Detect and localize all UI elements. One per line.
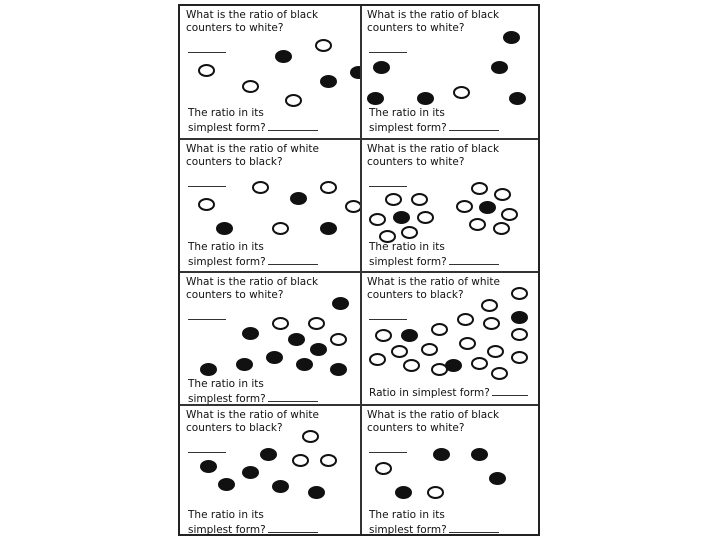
black-counter [296,358,313,371]
black-counter [200,363,217,376]
black-counter [350,66,360,79]
simplest-form-prompt: The ratio in its simplest form? [369,240,537,269]
black-counter [288,333,305,346]
white-counter [375,462,392,475]
question-text: What is the ratio of white counters to black? [186,409,319,434]
white-counter [242,80,259,93]
ratio-answer-blank[interactable] [188,319,226,320]
question-text: What is the ratio of black counters to white? [367,143,500,168]
white-counter [391,345,408,358]
white-counter [403,359,420,372]
black-counter [320,75,337,88]
white-counter [417,211,434,224]
black-counter [332,297,349,310]
ratio-answer-blank[interactable] [188,52,226,53]
simplest-form-blank[interactable] [268,254,318,265]
white-counter [491,367,508,380]
white-counter [411,193,428,206]
black-counter [433,448,450,461]
white-counter [308,317,325,330]
white-counter [487,345,504,358]
ratio-answer-blank[interactable] [369,186,407,187]
black-counter [417,92,434,105]
question-text: What is the ratio of white counters to black? [367,276,500,301]
black-counter [511,311,528,324]
ratio-card-7 [180,406,360,538]
black-counter [275,50,292,63]
black-counter [489,472,506,485]
white-counter [511,328,528,341]
black-counter [320,222,337,235]
white-counter [469,218,486,231]
black-counter [242,327,259,340]
white-counter [315,39,332,52]
black-counter [471,448,488,461]
black-counter [260,448,277,461]
white-counter [494,188,511,201]
black-counter [503,31,520,44]
white-counter [198,64,215,77]
black-counter [242,466,259,479]
simplest-form-blank[interactable] [268,522,318,533]
white-counter [292,454,309,467]
ratio-card-6 [361,273,541,405]
black-counter [395,486,412,499]
white-counter [501,208,518,221]
simplest-form-prompt: Ratio in simplest form? [369,385,537,400]
white-counter [483,317,500,330]
white-counter [401,226,418,239]
white-counter [493,222,510,235]
white-counter [369,353,386,366]
simplest-form-blank[interactable] [449,522,499,533]
ratio-answer-blank[interactable] [369,452,407,453]
white-counter [453,86,470,99]
black-counter [479,201,496,214]
white-counter [456,200,473,213]
white-counter [320,454,337,467]
white-counter [272,317,289,330]
black-counter [266,351,283,364]
white-counter [320,181,337,194]
simplest-form-prompt: The ratio in its simplest form? [369,508,537,537]
simplest-form-prompt: The ratio in its simplest form? [369,106,537,135]
ratio-card-1 [180,6,360,138]
black-counter [290,192,307,205]
simplest-form-prompt: The ratio in its simplest form? [188,106,356,135]
ratio-card-5 [180,273,360,405]
ratio-card-4 [361,140,541,272]
simplest-form-blank[interactable] [449,120,499,131]
white-counter [421,343,438,356]
simplest-form-prompt: The ratio in its simplest form? [188,240,356,269]
white-counter [471,357,488,370]
white-counter [431,363,448,376]
white-counter [459,337,476,350]
white-counter [457,313,474,326]
black-counter [200,460,217,473]
simplest-form-blank[interactable] [268,120,318,131]
white-counter [302,430,319,443]
white-counter [431,323,448,336]
black-counter [236,358,253,371]
white-counter [198,198,215,211]
black-counter [272,480,289,493]
simplest-form-blank[interactable] [268,391,318,402]
black-counter [401,329,418,342]
ratio-answer-blank[interactable] [369,52,407,53]
ratio-card-2 [361,6,541,138]
white-counter [345,200,360,213]
black-counter [330,363,347,376]
black-counter [491,61,508,74]
ratio-answer-blank[interactable] [369,319,407,320]
ratio-answer-blank[interactable] [188,186,226,187]
simplest-form-blank[interactable] [449,254,499,265]
simplest-form-prompt: The ratio in its simplest form? [188,508,356,537]
white-counter [369,213,386,226]
question-text: What is the ratio of black counters to white? [186,276,319,301]
black-counter [308,486,325,499]
white-counter [375,329,392,342]
worksheet [178,4,540,536]
white-counter [511,287,528,300]
white-counter [471,182,488,195]
white-counter [427,486,444,499]
black-counter [218,478,235,491]
black-counter [310,343,327,356]
ratio-answer-blank[interactable] [188,452,226,453]
question-text: What is the ratio of black counters to white? [367,9,500,34]
white-counter [481,299,498,312]
white-counter [511,351,528,364]
question-text: What is the ratio of white counters to black? [186,143,319,168]
question-text: What is the ratio of black counters to white? [186,9,319,34]
black-counter [393,211,410,224]
white-counter [330,333,347,346]
black-counter [367,92,384,105]
black-counter [509,92,526,105]
ratio-card-8 [361,406,541,538]
white-counter [252,181,269,194]
ratio-card-3 [180,140,360,272]
simplest-form-prompt: The ratio in its simplest form? [188,377,356,405]
question-text: What is the ratio of black counters to white? [367,409,500,434]
white-counter [272,222,289,235]
simplest-form-blank[interactable] [492,385,528,396]
black-counter [216,222,233,235]
black-counter [373,61,390,74]
white-counter [385,193,402,206]
